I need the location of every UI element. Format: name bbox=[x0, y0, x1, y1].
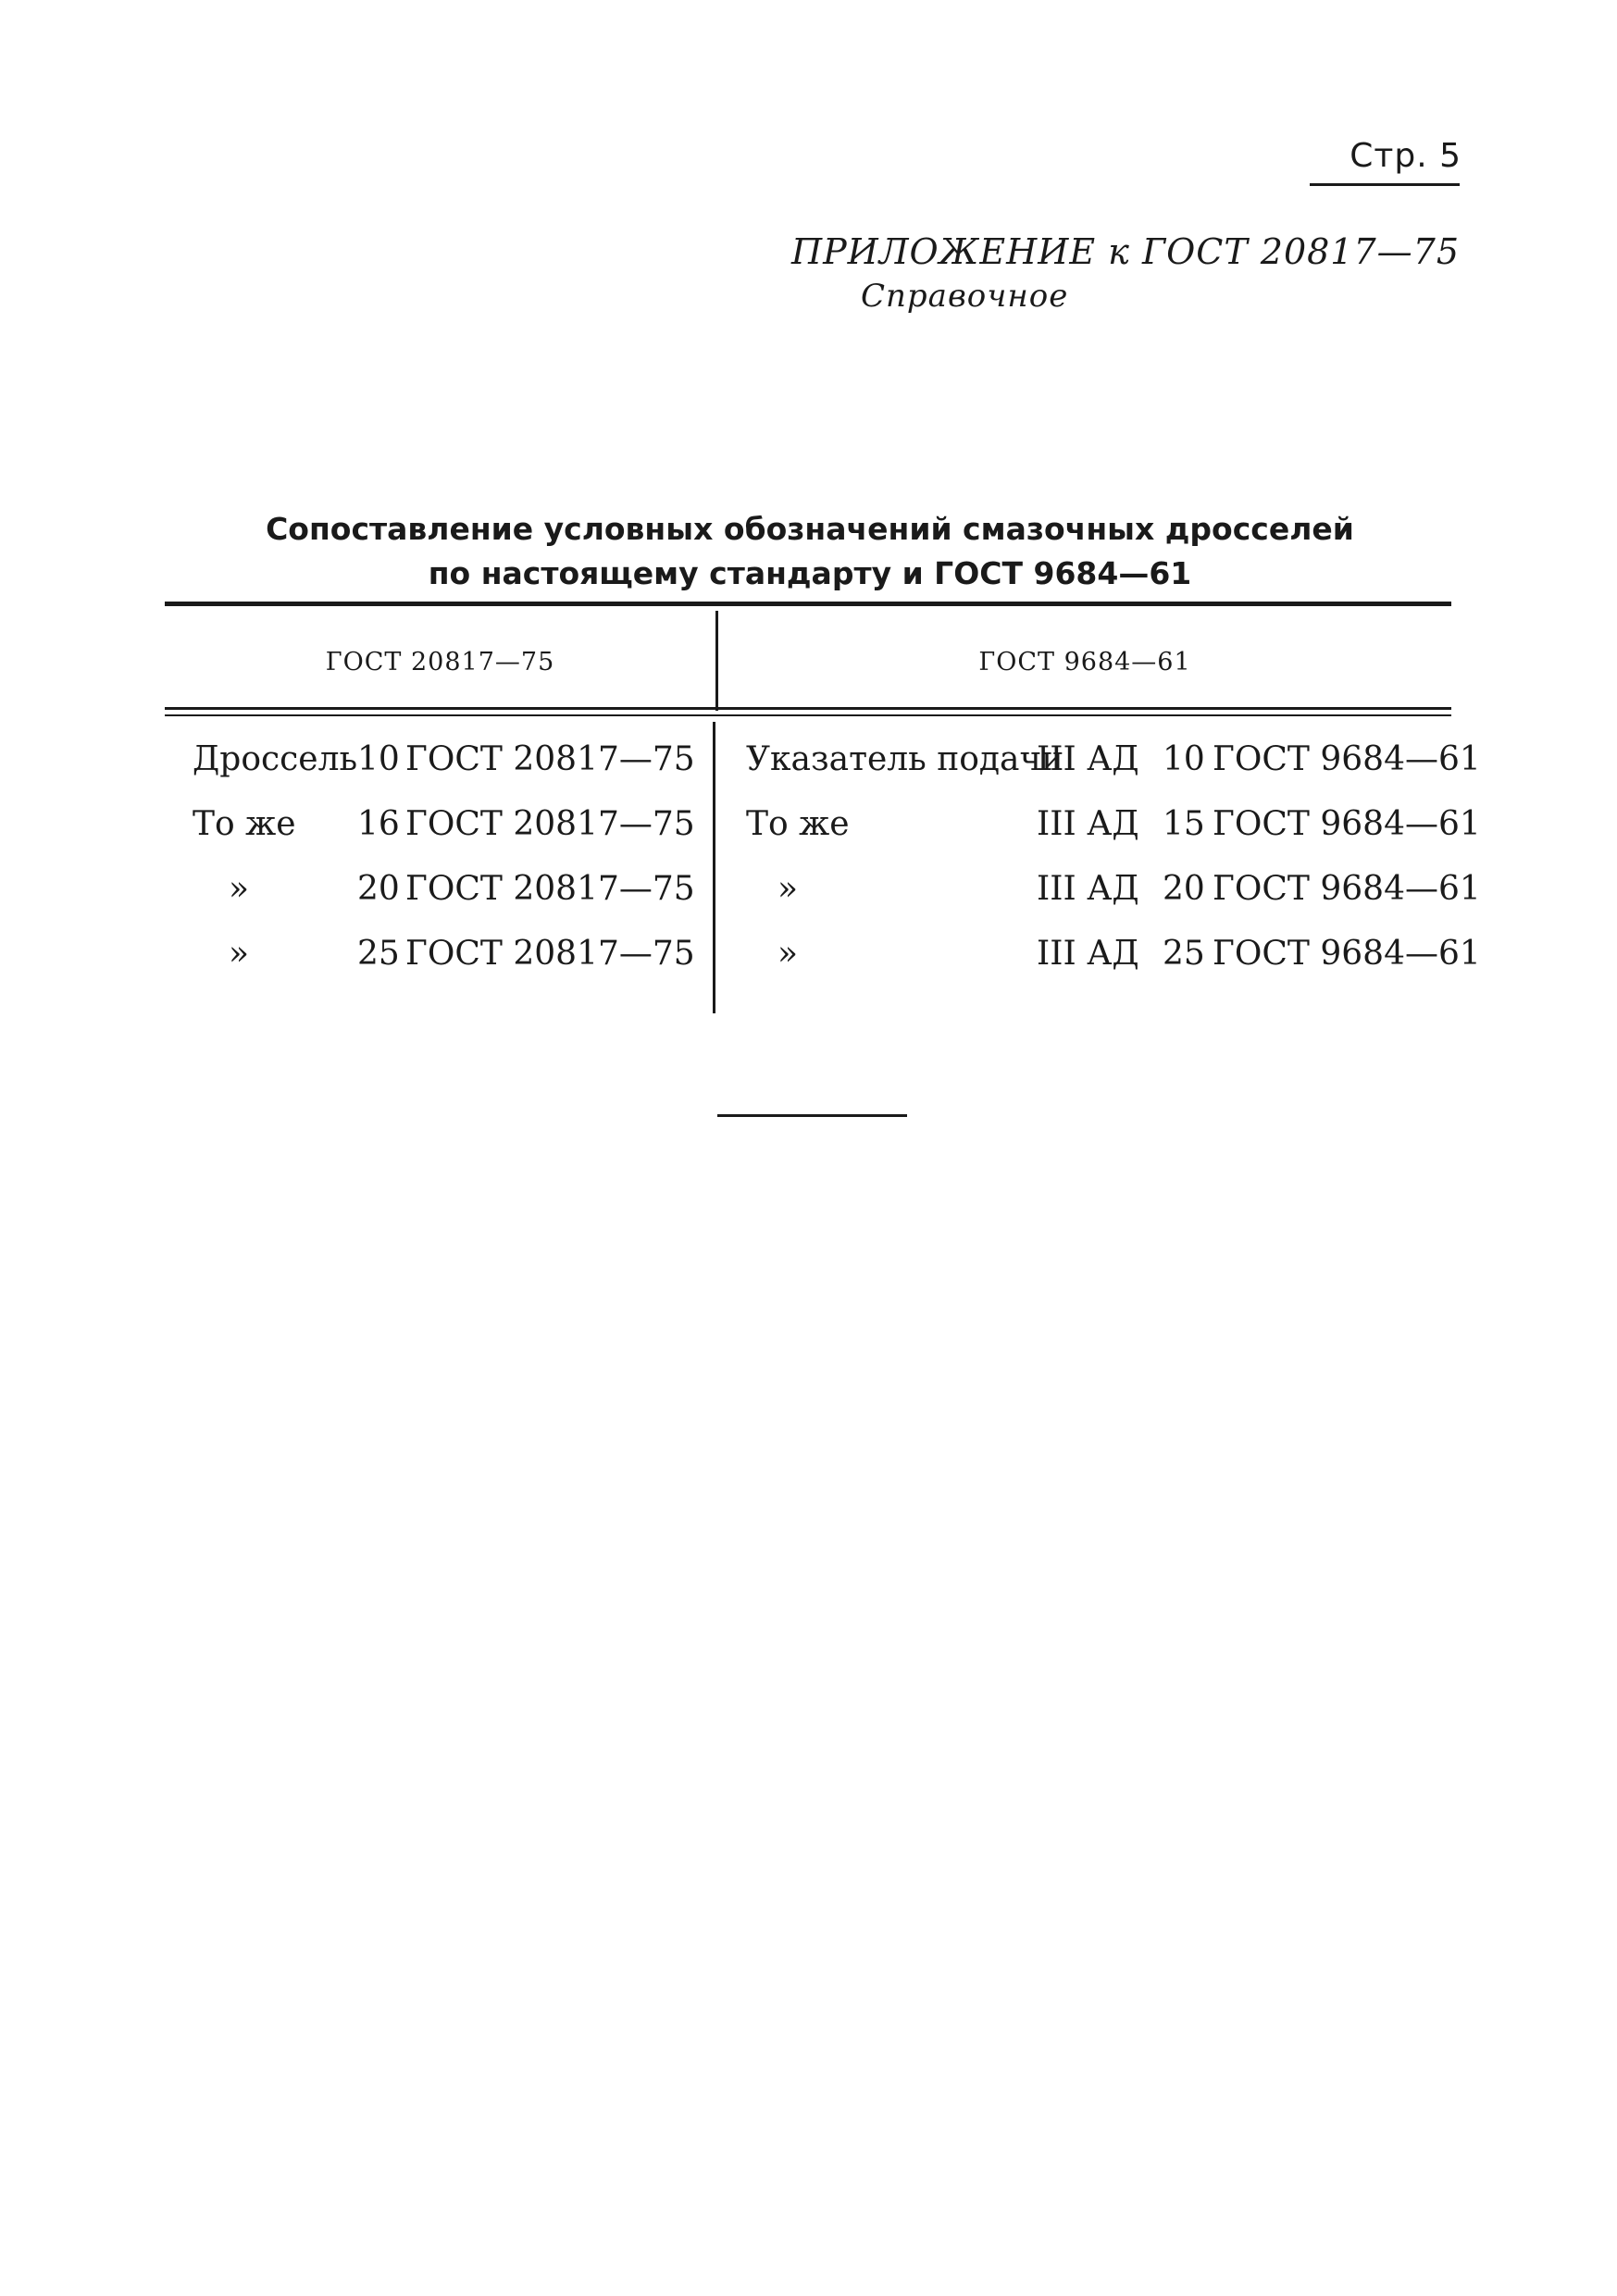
right-size: 10 bbox=[1163, 740, 1205, 778]
right-description-ditto: » bbox=[777, 870, 799, 908]
appendix-subtitle: Справочное bbox=[861, 278, 1069, 315]
table-row bbox=[0, 935, 1617, 981]
closing-rule bbox=[717, 1114, 907, 1117]
page-number: Стр. 5 bbox=[1350, 137, 1462, 175]
right-description: Указатель подачи bbox=[746, 740, 1064, 778]
page-number-underline bbox=[1310, 183, 1460, 186]
right-mark: III АД bbox=[1037, 870, 1139, 908]
table-row bbox=[0, 740, 1617, 787]
left-size: 25 bbox=[357, 935, 400, 973]
right-size: 20 bbox=[1163, 870, 1205, 908]
left-size: 10 bbox=[357, 740, 400, 778]
table-title bbox=[162, 507, 1458, 596]
left-standard: ГОСТ 20817—75 bbox=[405, 935, 695, 973]
right-standard: ГОСТ 9684—61 bbox=[1213, 740, 1481, 778]
left-standard: ГОСТ 20817—75 bbox=[405, 740, 695, 778]
right-standard: ГОСТ 9684—61 bbox=[1213, 870, 1481, 908]
right-size: 15 bbox=[1163, 805, 1205, 843]
left-name: То же bbox=[193, 805, 296, 843]
table-row bbox=[0, 870, 1617, 916]
table-top-rule bbox=[165, 602, 1451, 606]
left-name-ditto: » bbox=[229, 935, 250, 973]
left-name: Дроссель bbox=[193, 740, 358, 778]
table-title-line-1: Сопоставление условных обозначений смазочных дросселей bbox=[266, 511, 1354, 547]
right-standard: ГОСТ 9684—61 bbox=[1213, 805, 1481, 843]
right-standard: ГОСТ 9684—61 bbox=[1213, 935, 1481, 973]
table-row bbox=[0, 805, 1617, 851]
right-mark: III АД bbox=[1037, 935, 1139, 973]
right-mark: III АД bbox=[1037, 805, 1139, 843]
right-size: 25 bbox=[1163, 935, 1205, 973]
right-description: То же bbox=[746, 805, 850, 843]
column-header-gost-9684: ГОСТ 9684—61 bbox=[978, 648, 1191, 676]
left-size: 20 bbox=[357, 870, 400, 908]
left-standard: ГОСТ 20817—75 bbox=[405, 870, 695, 908]
left-name-ditto: » bbox=[229, 870, 250, 908]
right-description-ditto: » bbox=[777, 935, 799, 973]
right-mark: III АД bbox=[1037, 740, 1139, 778]
header-rule bbox=[165, 707, 1451, 710]
column-header-gost-20817: ГОСТ 20817—75 bbox=[325, 648, 555, 676]
left-size: 16 bbox=[357, 805, 400, 843]
left-standard: ГОСТ 20817—75 bbox=[405, 805, 695, 843]
appendix-title: ПРИЛОЖЕНИЕ к ГОСТ 20817—75 bbox=[790, 231, 1460, 272]
table-title-line-2: по настоящему стандарту и ГОСТ 9684—61 bbox=[428, 555, 1192, 591]
header-rule-secondary bbox=[165, 714, 1451, 716]
